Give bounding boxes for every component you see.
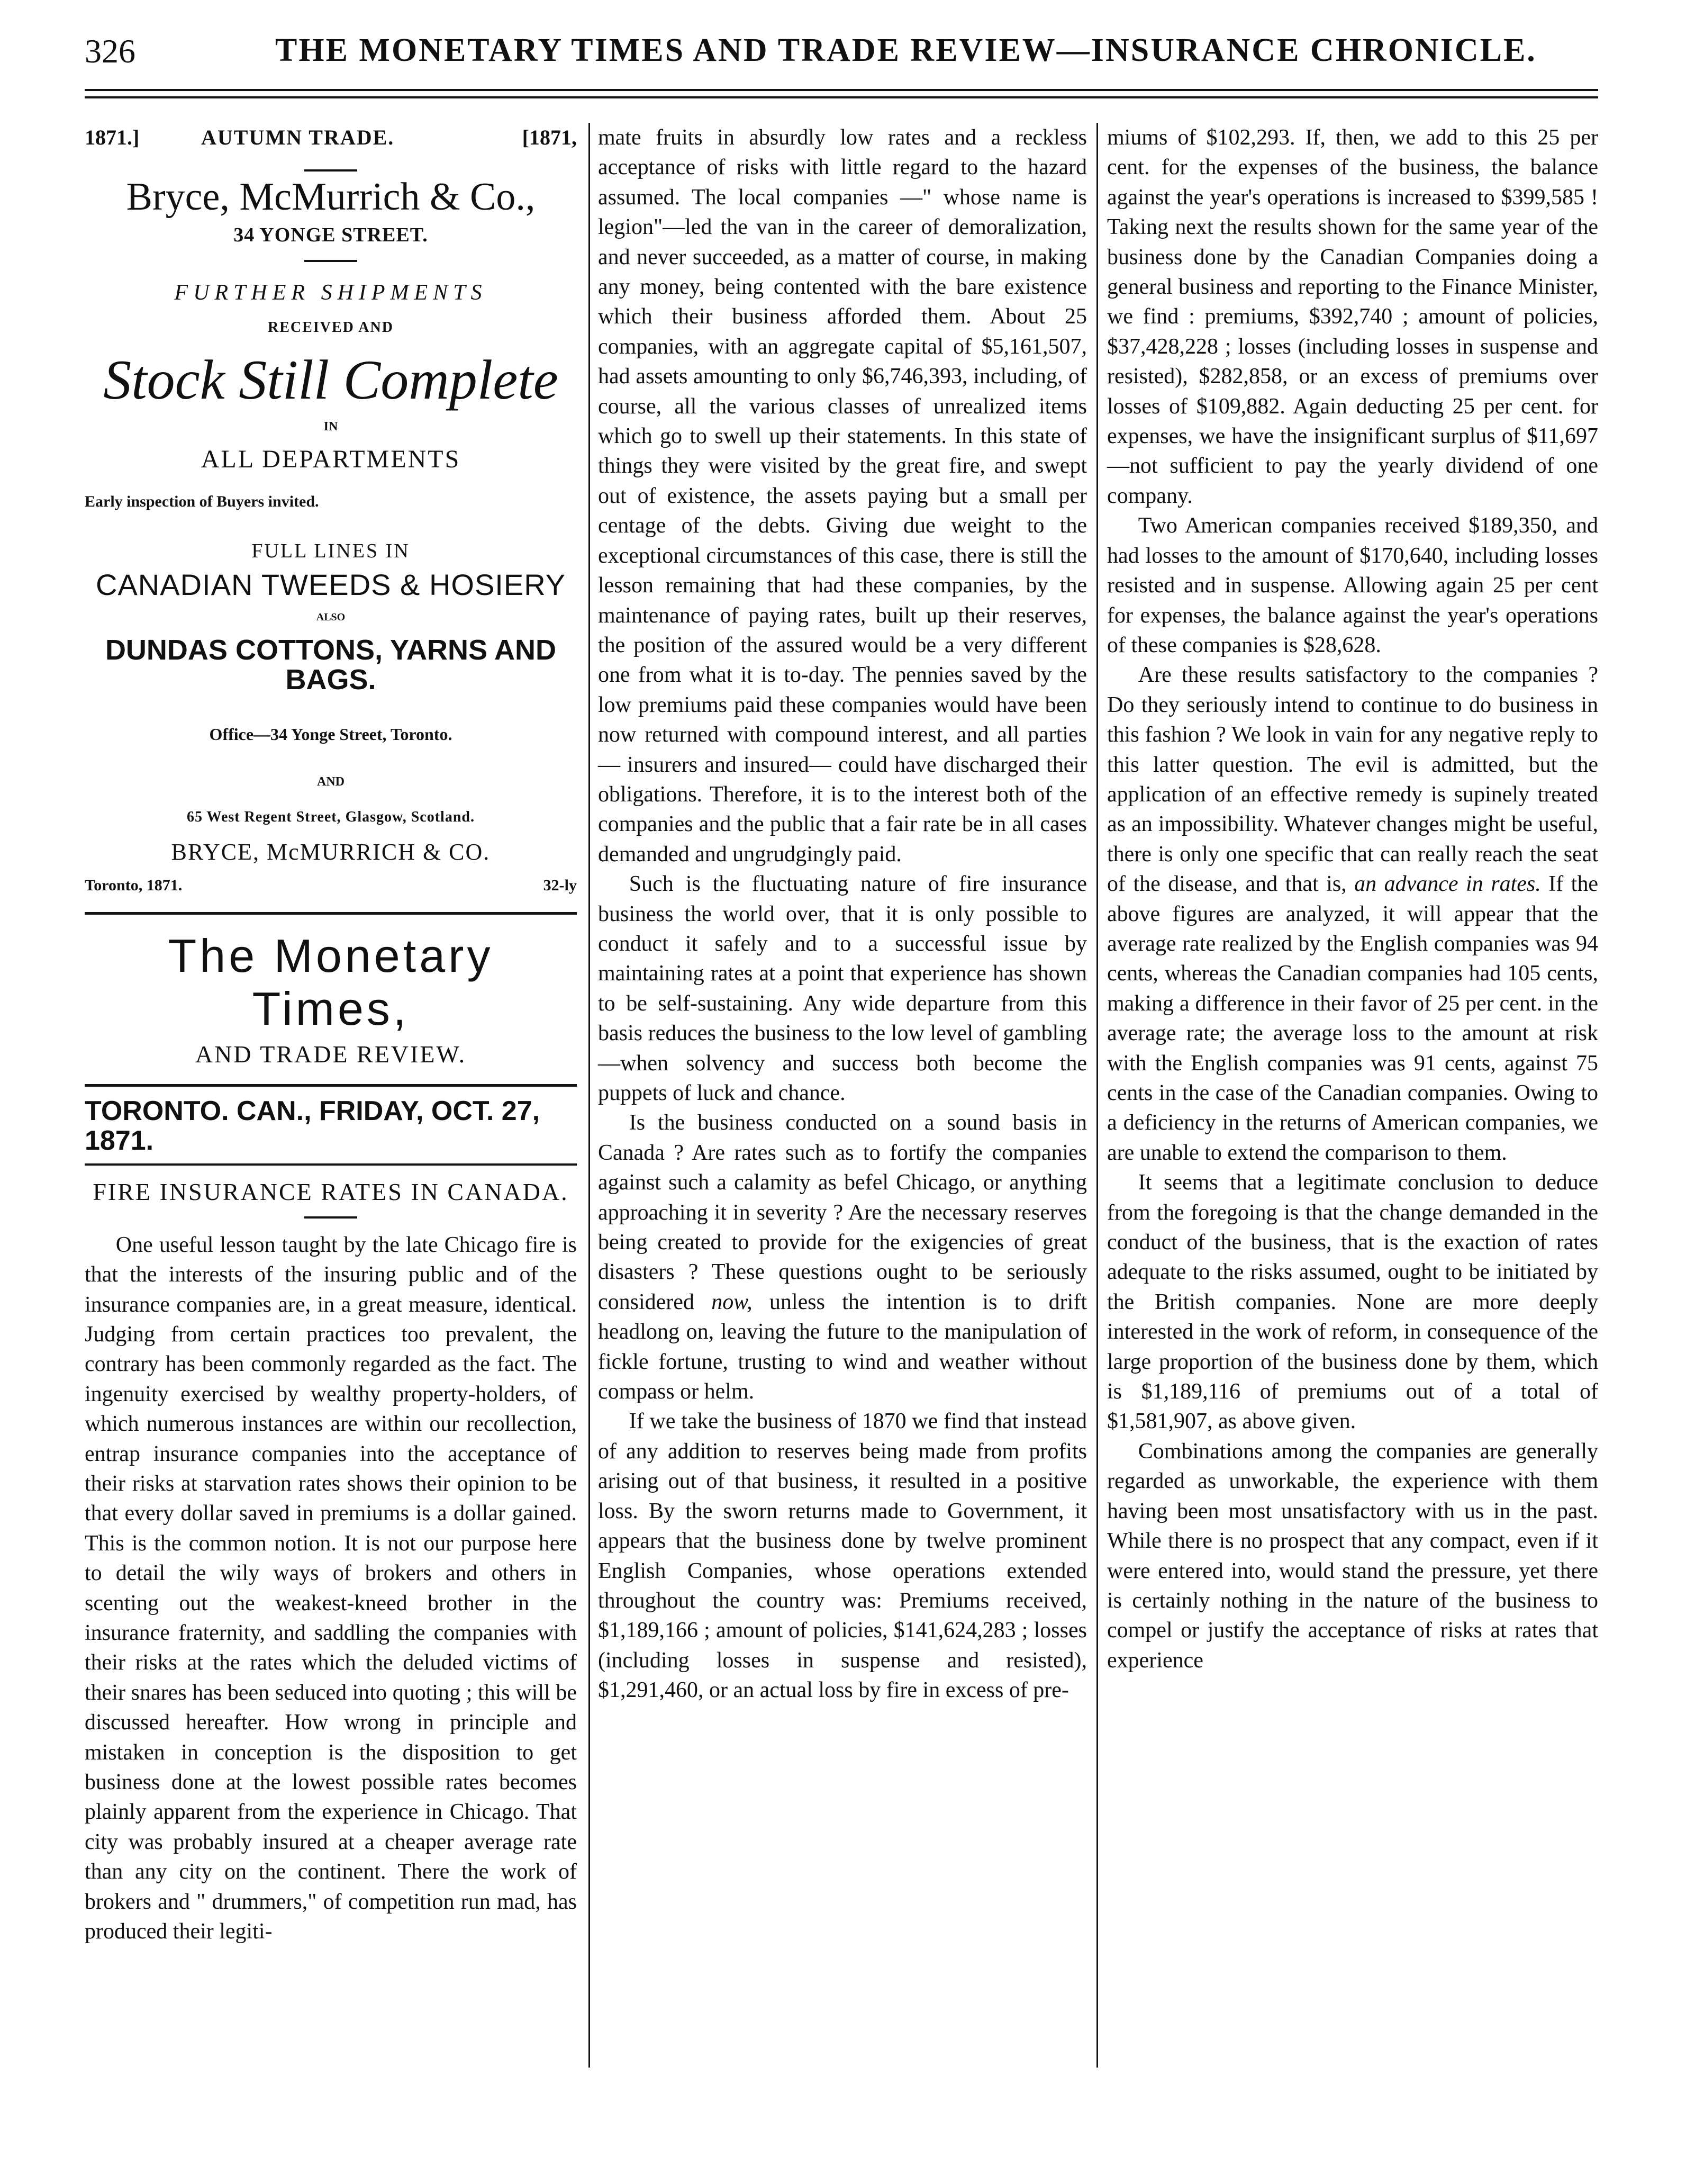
article-title-rule <box>304 1216 357 1219</box>
ad-signature-firm: BRYCE, McMURRICH & CO. <box>171 839 491 865</box>
masthead <box>85 929 577 1069</box>
column-3 <box>1107 123 1598 1675</box>
ad-firm-name: Bryce, McMurrich & Co., <box>126 175 536 219</box>
paragraph-text: If the above figures are analyzed, it will appear that the average rate realized by the English companies was 94 cents, whereas the Canadian companies had 105 cents, making a difference in their favor of 25 per cent. in the average rate; the average loss to the amount at risk with the English companies was 91 cents, against 75 cents in the case of the Canadian companies. Owing to a deficiency in the returns of American companies, we are unable to extend the comparison to them. <box>1107 872 1598 1165</box>
ad-in-word: IN <box>323 419 338 434</box>
article-paragraph <box>1107 660 1598 1168</box>
column-divider-2 <box>1096 123 1098 2068</box>
masthead-title: The Monetary Times, <box>168 929 494 1035</box>
column-2 <box>598 123 1087 1705</box>
dateline-box <box>85 1084 577 1166</box>
article-paragraph: Two American companies received $189,350, and had losses to the amount of $170,640, including losses resisted and in suspense. Allowing again 25 per cent for expenses, the balance against the year's operations of these companies is $28,628. <box>1107 513 1598 657</box>
ad-all-departments: ALL DEPARTMENTS <box>201 445 461 474</box>
article-title: FIRE INSURANCE RATES IN CANADA. <box>93 1178 569 1205</box>
article-paragraph: Such is the fluctuating nature of fire insurance business the world over, that it is only possible to conduct it safely and to a successful issue by maintaining rates at a point that experience has shown to be self-sustaining. Any wide departure from this basis reduces the business to the low level of gambling—when solvency and success both become the puppets of luck and chance. <box>598 872 1087 1105</box>
ad-further-shipments: FURTHER SHIPMENTS <box>174 280 487 305</box>
page-header <box>85 32 1598 79</box>
ad-rule <box>304 169 357 172</box>
ad-office-line: Office—34 Yonge Street, Toronto. <box>209 724 452 744</box>
masthead-top-rule <box>85 912 577 915</box>
ad-code: 32-ly <box>543 876 577 894</box>
paragraph-text: unless the intention is to drift headlong on, leaving the future to the manipulation of fickle fortune, trusting to wind and weather without compass or helm. <box>598 1289 1087 1404</box>
ad-dundas-line: DUNDAS COTTONS, YARNS AND BAGS. <box>105 634 557 696</box>
ad-top-line <box>85 123 577 160</box>
article-paragraph <box>598 1108 1087 1406</box>
ad-stock-complete: Stock Still Complete <box>103 348 558 411</box>
article-paragraph: miums of $102,293. If, then, we add to this 25 per cent. for the expenses of the business, the balance against the year's operations is increased to $399,585 ! Taking next the results shown for the same year of the business done by the Canadian Companies doing a general business and reporting to the Finance Minister, we find : premiums, $392,740 ; amount of policies, $37,428,228 ; losses (including losses in suspense and resisted), $282,858, or an excess of premiums over losses of $109,882. Again deducting 25 per cent. for expenses, we have the insignificant surplus of $11,697—not sufficient to pay the yearly dividend of one company. <box>1107 125 1598 508</box>
ad-season: AUTUMN TRADE. <box>201 125 395 149</box>
column-1 <box>85 123 577 1946</box>
article-paragraph: Combinations among the companies are generally regarded as unworkable, the experience with them having been most unsatisfactory with us in the past. While there is no prospect that any compact, even if it were entered into, would stand the pressure, yet there is certainly nothing in the nature of the business to compel or justify the acceptance of risks at rates that experience <box>1107 1439 1598 1673</box>
paragraph-text: Are these results satisfactory to the companies ? Do they seriously intend to continue to do business in this fashion ? We look in vain for any negative reply to this latter question. The evil is admitted, but the application of an effective remedy is supinely treated as an impossibility. Whatever changes might be useful, there is only one specific that can really reach the seat of the disease, and that is, <box>1107 663 1598 897</box>
column-divider-1 <box>588 123 590 2068</box>
article-paragraph: If we take the business of 1870 we find that instead of any addition to reserves being made from profits arising out of that business, it resulted in a positive loss. By the sworn returns made to Government, it appears that the business done by twelve prominent English Companies, whose operations extended throughout the country was: Premiums received, $1,189,166 ; amount of policies, $141,624,283 ; losses (including losses in suspense and resisted), $1,291,460, or an actual loss by fire in excess of pre- <box>598 1409 1087 1703</box>
dateline: TORONTO. CAN., FRIDAY, OCT. 27, 1871. <box>85 1095 540 1157</box>
ad-early-inspection: Early inspection of Buyers invited. <box>85 493 319 511</box>
emphasis-advance-in-rates: an advance in rates. <box>1354 872 1541 897</box>
ad-received-and: RECEIVED AND <box>268 319 394 336</box>
ad-rule <box>304 260 357 262</box>
ad-year-right: [1871, <box>522 125 577 149</box>
header-double-rule <box>85 89 1598 98</box>
ad-full-lines: FULL LINES IN <box>251 539 410 562</box>
advertisement-bryce-mcmurrich <box>85 123 577 897</box>
ad-signature-row <box>85 871 577 897</box>
ad-glasgow-line: 65 West Regent Street, Glasgow, Scotland. <box>187 808 475 825</box>
ad-year-left: 1871.] <box>85 125 140 149</box>
page-number: 326 <box>85 32 135 70</box>
masthead-subtitle: AND TRADE REVIEW. <box>195 1040 467 1068</box>
article-paragraph: mate fruits in absurdly low rates and a reckless acceptance of risks with little regard to the hazard assumed. The local companies —" whose name is legion"—led the van in the career of demoralization, and never succeeded, as a matter of course, in making any money, being contented with the bare existence which their business afforded them. About 25 companies, with an aggregate capital of $5,161,507, had assets amounting to only $6,746,393, including, of course, all the various classes of unrealized items which go to swell up their statements. In this state of things they were visited by the great fire, and swept out of existence, the assets paying but a small per centage of the debts. Giving due weight to the exceptional circumstances of this case, there is still the lesson remaining that had these companies, by the maintenance of paying rates, built up their reserves, the position of the assured would be a very different one from what it is to-day. The pennies saved by the low premiums paid these companies would have been now returned with compound interest, and all parties — insurers and insured— could have discharged their obligations. Therefore, it is to the interest both of the companies and the public that a fair rate be in all cases demanded and ungrudgingly paid. <box>598 125 1087 867</box>
emphasis-now: now, <box>711 1289 753 1314</box>
ad-and-word: AND <box>317 775 345 789</box>
ad-toronto-date: Toronto, 1871. <box>85 876 183 894</box>
ad-also-word: ALSO <box>316 611 346 623</box>
running-head: THE MONETARY TIMES AND TRADE REVIEW—INSURANCE CHRONICLE. <box>275 32 1537 68</box>
article-paragraph: One useful lesson taught by the late Chicago fire is that the interests of the insuring public and of the insurance companies are, in a great measure, identical. Judging from certain practices too prevalent, the contrary has been commonly regarded as the fact. The ingenuity exercised by wealthy property-holders, of which numerous instances are within our recollection, entrap insurance companies into the acceptance of their risks at starvation rates shows their opinion to be that every dollar saved in premiums is a dollar gained. This is the common notion. It is not our purpose here to detail the wily ways of brokers and others in scenting out the weakest-kneed brother in the insurance fraternity, and saddling the companies with their risks at the rates which the deluded victims of their snares has been seduced into quoting ; this will be discussed hereafter. How wrong in principle and mistaken in conception is the disposition to get business done at the lowest possible rates becomes plainly apparent from the experience in Chicago. That city was probably insured at a cheaper average rate than any city on the continent. There the work of brokers and " drummers," of competition run mad, has produced their legiti- <box>85 1232 577 1944</box>
paragraph-text: Is the business conducted on a sound basis in Canada ? Are rates such as to fortify the companies against such a calamity as befel Chicago, or anything approaching it in severity ? Are the necessary reserves being created to provide for the exigencies of great disasters ? These questions ought to be seriously considered <box>598 1111 1087 1314</box>
ad-tweeds-hosiery: CANADIAN TWEEDS & HOSIERY <box>96 568 566 602</box>
article-paragraph: It seems that a legitimate conclusion to deduce from the foregoing is that the change demanded in the conduct of the business, that is the exaction of rates adequate to the risks assumed, ought to be initiated by the British companies. None are more deeply interested in the work of reform, in consequence of the large proportion of the business done by them, which is $1,189,116 of premiums out of a total of $1,581,907, as above given. <box>1107 1170 1598 1434</box>
ad-street: 34 YONGE STREET. <box>233 224 428 247</box>
